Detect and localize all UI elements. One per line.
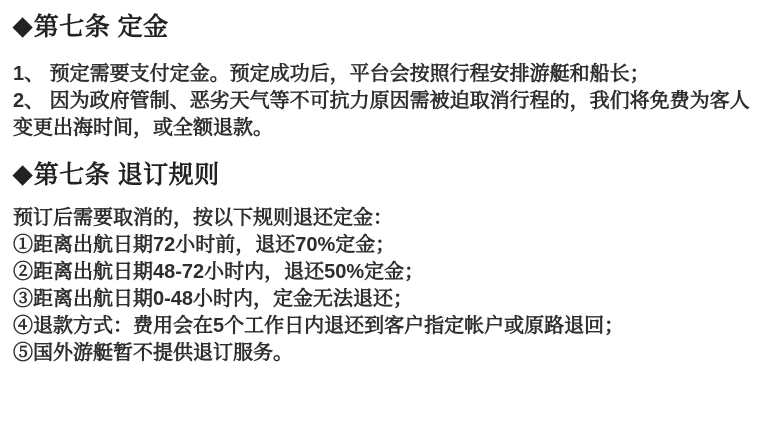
diamond-bullet-icon: ◆ <box>13 12 33 40</box>
section-heading-cancellation <box>13 160 758 190</box>
deposit-terms-line-2: 2、 因为政府管制、恶劣天气等不可抗力原因需被迫取消行程的，我们将免费为客人 <box>13 90 750 112</box>
cancellation-rules-intro-line: 预订后需要取消的，按以下规则退还定金： <box>13 207 393 229</box>
deposit-terms-line-1: 1、 预定需要支付定金。预定成功后，平台会按照行程安排游艇和船长； <box>13 63 650 85</box>
deposit-terms-paragraph <box>13 61 758 142</box>
cancellation-rule-line-2: ②距离出航日期48-72小时内，退还50%定金； <box>13 261 425 283</box>
cancellation-rules-paragraph <box>13 205 758 367</box>
cancellation-rule-line-1: ①距离出航日期72小时前，退还70%定金； <box>13 234 396 256</box>
section-heading-deposit-text: 第七条 定金 <box>33 13 169 41</box>
section-heading-deposit <box>13 12 758 42</box>
diamond-bullet-icon: ◆ <box>13 160 33 188</box>
cancellation-rule-line-5: ⑤国外游艇暂不提供退订服务。 <box>13 342 293 364</box>
section-heading-cancellation-text: 第七条 退订规则 <box>33 161 220 189</box>
cancellation-rule-line-4: ④退款方式：费用会在5个工作日内退还到客户指定帐户或原路退回； <box>13 315 625 337</box>
cancellation-rule-line-3: ③距离出航日期0-48小时内，定金无法退还； <box>13 288 414 310</box>
deposit-terms-line-3: 变更出海时间，或全额退款。 <box>13 117 273 139</box>
